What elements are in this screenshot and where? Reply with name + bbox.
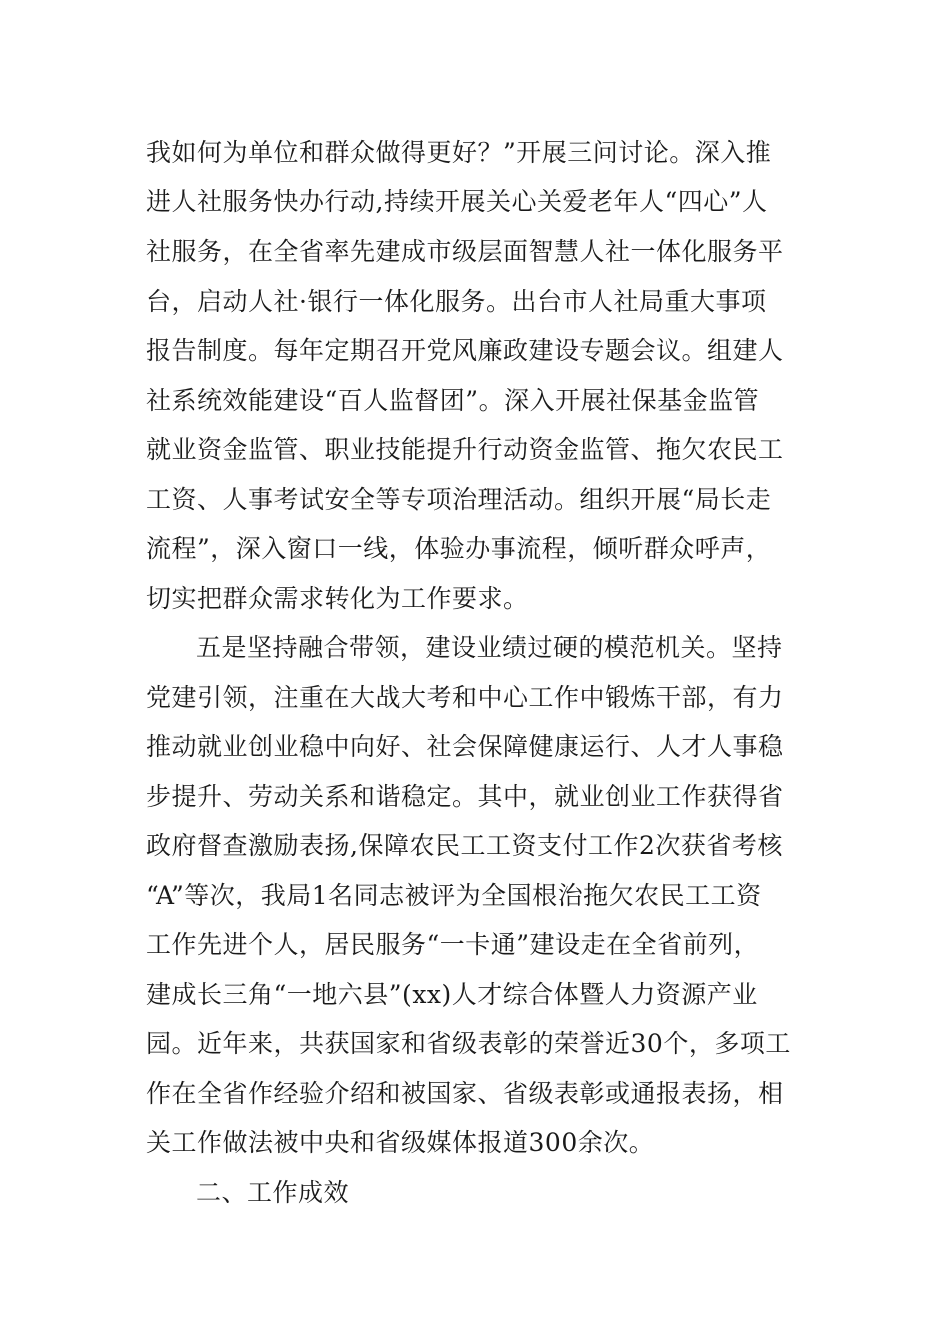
body-text-line: 园。近年来，共获国家和省级表彰的荣誉近30个，多项工: [146, 1029, 791, 1058]
body-text-line: 台，启动人社·银行一体化服务。出台市人社局重大事项: [146, 287, 767, 316]
body-text-line: 流程”，深入窗口一线，体验办事流程，倾听群众呼声，: [146, 534, 772, 563]
body-text-line: 社系统效能建设“百人监督团”。深入开展社保基金监管: [146, 386, 760, 415]
body-text-line: 工资、人事考试安全等专项治理活动。组织开展“局长走: [146, 485, 772, 514]
body-text-line: 报告制度。每年定期召开党风廉政建设专题会议。组建人: [146, 336, 784, 365]
paragraph-first-line: 五是坚持融合带领，建设业绩过硬的模范机关。坚持: [196, 633, 783, 662]
body-text-line: 就业资金监管、职业技能提升行动资金监管、拖欠农民工: [146, 435, 784, 464]
body-text-line: 社服务，在全省率先建成市级层面智慧人社一体化服务平: [146, 237, 784, 266]
body-text-line: “A”等次，我局1名同志被评为全国根治拖欠农民工工资: [146, 881, 762, 910]
body-text-line: 作在全省作经验介绍和被国家、省级表彰或通报表扬，相: [146, 1079, 784, 1108]
body-text-line: 进人社服务快办行动,持续开展关心关爱老年人“四心”人: [146, 187, 768, 216]
body-text-line: 我如何为单位和群众做得更好？”开展三问讨论。深入推: [146, 138, 772, 167]
body-text-line: 工作先进个人，居民服务“一卡通”建设走在全省前列，: [146, 930, 760, 959]
section-heading: 二、工作成效: [196, 1178, 350, 1207]
body-text-line: 党建引领，注重在大战大考和中心工作中锻炼干部，有力: [146, 683, 784, 712]
body-text-line: 推动就业创业稳中向好、社会保障健康运行、人才人事稳: [146, 732, 784, 761]
body-text-line: 步提升、劳动关系和谐稳定。其中，就业创业工作获得省: [146, 782, 784, 811]
body-text-line: 建成长三角“一地六县”(xx)人才综合体暨人力资源产业: [146, 980, 758, 1009]
body-text-line: 切实把群众需求转化为工作要求。: [146, 584, 529, 613]
body-text-line: 政府督查激励表扬,保障农民工工资支付工作2次获省考核: [146, 831, 783, 860]
body-text-line: 关工作做法被中央和省级媒体报道300余次。: [146, 1128, 655, 1157]
